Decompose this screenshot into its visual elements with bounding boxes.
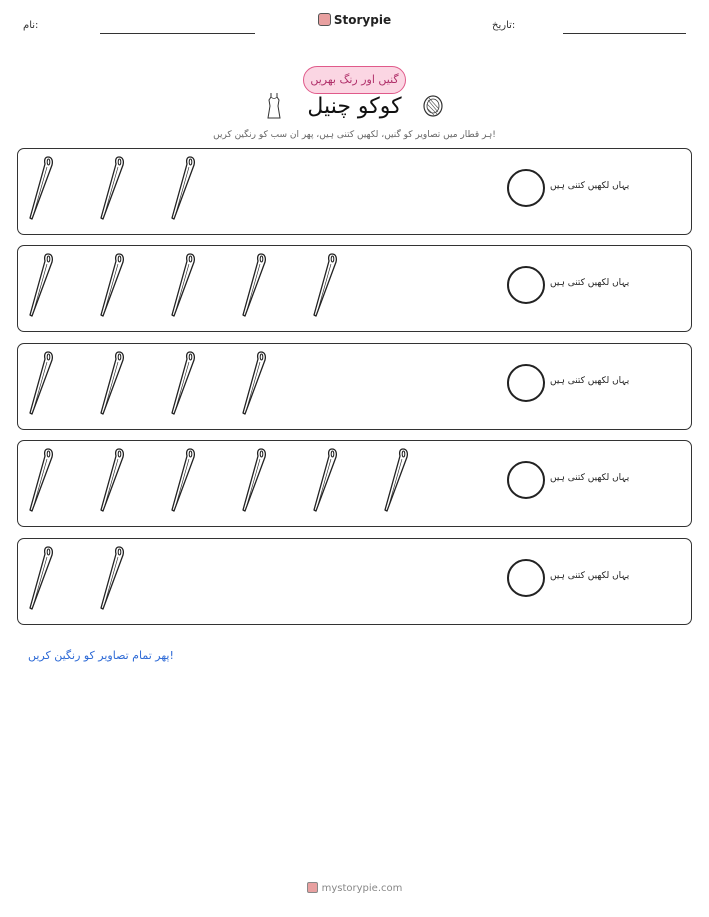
instructions: ہر قطار میں تصاویر کو گنیں، لکھیں کتنی ہیں، پھر ان سب کو رنگین کریں!	[213, 130, 496, 140]
needle-icon[interactable]	[26, 350, 56, 416]
count-row	[17, 538, 692, 625]
needle-icon[interactable]	[310, 252, 340, 318]
count-row	[17, 440, 692, 527]
needle-icon[interactable]	[239, 350, 269, 416]
needle-icon[interactable]	[26, 252, 56, 318]
footer-url: mystorypie.com	[321, 883, 403, 894]
needle-icon[interactable]	[381, 447, 411, 513]
count-label: یہاں لکھیں کتنی ہیں	[550, 278, 630, 288]
page-title: کوکو چنیل	[307, 94, 402, 119]
footnote: پھر تمام تصاویر کو رنگین کریں!	[28, 649, 174, 662]
count-label: یہاں لکھیں کتنی ہیں	[550, 376, 630, 386]
answer-circle[interactable]	[507, 266, 545, 304]
needle-icon[interactable]	[97, 350, 127, 416]
name-label: نام:	[23, 20, 39, 31]
needle-icon[interactable]	[97, 545, 127, 611]
thread-spool-icon	[421, 94, 445, 118]
name-line[interactable]	[100, 33, 255, 34]
needle-icon[interactable]	[97, 447, 127, 513]
count-label: یہاں لکھیں کتنی ہیں	[550, 181, 630, 191]
count-row	[17, 245, 692, 332]
needle-icon[interactable]	[239, 447, 269, 513]
answer-circle[interactable]	[507, 559, 545, 597]
brand	[0, 13, 709, 27]
count-label: یہاں لکھیں کتنی ہیں	[550, 571, 630, 581]
needle-icon[interactable]	[310, 447, 340, 513]
storypie-logo-icon	[307, 882, 318, 893]
answer-circle[interactable]	[507, 169, 545, 207]
needle-icon[interactable]	[168, 350, 198, 416]
needle-icon[interactable]	[168, 252, 198, 318]
needle-icon[interactable]	[26, 447, 56, 513]
count-label: یہاں لکھیں کتنی ہیں	[550, 473, 630, 483]
count-row	[17, 148, 692, 235]
brand-name: Storypie	[333, 13, 392, 27]
date-label: تاریخ:	[492, 20, 516, 31]
needle-icon[interactable]	[168, 447, 198, 513]
needle-icon[interactable]	[168, 155, 198, 221]
needle-icon[interactable]	[97, 252, 127, 318]
answer-circle[interactable]	[507, 364, 545, 402]
needle-icon[interactable]	[97, 155, 127, 221]
needle-icon[interactable]	[26, 155, 56, 221]
count-row	[17, 343, 692, 430]
answer-circle[interactable]	[507, 461, 545, 499]
footer	[0, 882, 709, 894]
storypie-logo-icon	[318, 13, 331, 26]
needle-icon[interactable]	[26, 545, 56, 611]
activity-badge: گنیں اور رنگ بھریں	[303, 66, 406, 94]
needle-icon[interactable]	[239, 252, 269, 318]
date-line[interactable]	[563, 33, 686, 34]
